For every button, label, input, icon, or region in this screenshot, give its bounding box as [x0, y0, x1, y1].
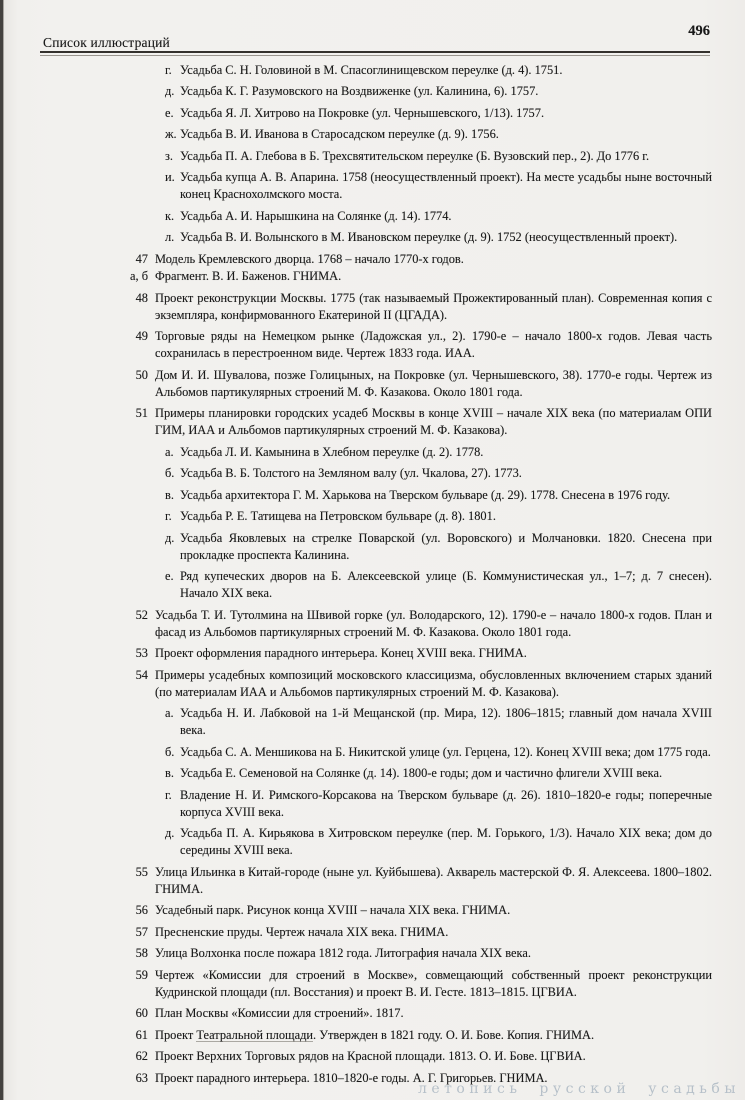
item-label: з.	[165, 148, 173, 163]
item-label: 50	[135, 367, 148, 382]
item-label: 47	[135, 251, 148, 266]
list-item	[43, 645, 712, 662]
underline-artifact: Театральной площади	[196, 1027, 314, 1042]
list-item	[43, 1048, 712, 1065]
item-text: Владение Н. И. Римского-Корсакова на Тверском бульваре (д. 26). 1810–1820-е годы; поперечные корпуса XVIII века.	[180, 787, 712, 819]
list-item	[43, 126, 712, 143]
page-heading: Список иллюстраций	[43, 35, 170, 50]
list-item	[43, 667, 712, 701]
list-item	[43, 825, 712, 859]
list-item	[43, 1027, 712, 1044]
item-text: Усадьба В. И. Волынского в М. Ивановском переулке (д. 9). 1752 (неосуществленный проект).	[180, 230, 678, 244]
item-text: Проект оформления парадного интерьера. Конец XVIII века. ГНИМА.	[155, 646, 527, 660]
list-item	[43, 787, 712, 821]
list-item	[43, 607, 712, 641]
item-label: а.	[165, 706, 174, 720]
scan-edge-shadow	[3, 0, 4, 1100]
item-label: д.	[165, 826, 175, 840]
item-label: е.	[165, 569, 174, 583]
item-text: Усадебный парк. Рисунок конца XVIII – начала XIX века. ГНИМА.	[155, 903, 511, 917]
item-text: Усадьба П. А. Кирьякова в Хитровском переулке (пер. М. Горького, 1/3). Начало XIX века; дом до середины XVIII века.	[180, 826, 712, 857]
list-item	[43, 864, 712, 898]
item-text: Проект реконструкции Москвы. 1775 (так называемый Прожектированный план). Современная копия с экземпляра, конфирмованного Екатериной II (ЦГАДА).	[155, 290, 712, 322]
item-text: Торговые ряды на Немецком рынке (Ладожская ул., 2). 1790-е – начало 1800-х годов. Левая часть сохранилась в перестроенном виде. Чертеж 1833 года. ИАА.	[155, 329, 712, 360]
item-text: Усадьба Р. Е. Татищева на Петровском бульваре (д. 8). 1801.	[180, 509, 496, 523]
item-label: 58	[135, 946, 148, 960]
item-text: Проект Верхних Торговых рядов на Красной площади. 1813. О. И. Бове. ЦГВИА.	[155, 1049, 586, 1063]
illustration-list	[43, 57, 712, 1087]
list-item	[43, 169, 712, 203]
item-label: г.	[165, 509, 172, 523]
item-text: Пресненские пруды. Чертеж начала XIX века. ГНИМА.	[155, 924, 449, 939]
header-rule	[40, 51, 710, 56]
item-text: Примеры планировки городских усадеб Москвы в конце XVIII – начале XIX века (по материалам ОПИ ГИМ, ИАА и Альбомов партикулярных строений М. Ф. Казакова).	[155, 406, 712, 437]
item-label: б.	[165, 744, 175, 759]
item-label: 62	[135, 1049, 148, 1063]
item-label: 57	[135, 924, 148, 939]
list-item	[43, 945, 712, 962]
list-item	[43, 705, 712, 739]
page-number: 496	[688, 23, 710, 39]
item-label: г.	[165, 787, 172, 802]
list-item	[43, 444, 712, 461]
item-label: к.	[165, 208, 175, 223]
item-label: е.	[165, 105, 174, 120]
item-label: а, б	[130, 269, 148, 283]
list-item	[43, 208, 712, 225]
item-label: 48	[135, 290, 148, 305]
item-text: Усадьба П. А. Глебова в Б. Трехсвятительском переулке (Б. Вузовский пер., 2). До 1776 г.	[180, 148, 650, 163]
item-text: Улица Ильинка в Китай-городе (ныне ул. Куйбышева). Акварель мастерской Ф. Я. Алексеева. 1800–1802. ГНИМА.	[155, 864, 712, 896]
list-item	[43, 229, 712, 246]
list-item	[43, 328, 712, 362]
list-item	[43, 967, 712, 1001]
item-text: Чертеж «Комиссии для строений в Москве», совмещающий собственный проект реконструкции Кудринской площади (пл. Восстания) и проект В. И. Гесте. 1813–1815. ЦГВИА.	[155, 967, 712, 999]
item-text: Усадьба Т. И. Тутолмина на Швивой горке (ул. Володарского, 12). 1790-е – начало 1800-х годов. План и фасад из Альбомов партикулярных строений М. Ф. Казакова. Около 1801 года.	[155, 607, 712, 639]
item-label: г.	[165, 62, 172, 77]
item-text: Усадьба А. И. Нарышкина на Солянке (д. 14). 1774.	[180, 208, 452, 223]
item-text: Примеры усадебных композиций московского классицизма, обусловленных включением старых зданий (по материалам ИАА и Альбомов партикулярных строений М. Ф. Казакова).	[155, 667, 712, 699]
item-text: Проект парадного интерьера. 1810–1820-е годы. А. Г. Григорьев. ГНИМА.	[155, 1070, 548, 1085]
item-label: б.	[165, 466, 175, 480]
list-item	[43, 902, 712, 919]
watermark: летопись русской усадьбы	[417, 1081, 740, 1097]
list-item	[43, 765, 712, 782]
item-text: Дом И. И. Шувалова, позже Голицыных, на Покровке (ул. Чернышевского, 38). 1770-е годы. Чертеж из Альбомов партикулярных строений М. Ф. Казакова. Около 1801 года.	[155, 367, 712, 399]
item-text: Усадьба К. Г. Разумовского на Воздвиженке (ул. Калинина, 6). 1757.	[180, 84, 539, 98]
item-text: Усадьба С. А. Меншикова на Б. Никитской улице (ул. Герцена, 12). Конец XVIII века; дом 1775 года.	[180, 744, 711, 759]
item-text: Усадьба купца А. В. Апарина. 1758 (неосуществленный проект). На месте усадьбы ныне восточный конец Краснохолмского моста.	[180, 170, 712, 201]
item-text: Улица Волхонка после пожара 1812 года. Литография начала XIX века.	[155, 946, 531, 960]
list-item	[43, 405, 712, 439]
item-text: Усадьба Я. Л. Хитрово на Покровке (ул. Чернышевского, 1/13). 1757.	[180, 105, 545, 120]
list-item	[43, 530, 712, 564]
item-text: Усадьба Е. Семеновой на Солянке (д. 14). 1800-е годы; дом и частично флигели XVIII века.	[180, 766, 663, 780]
item-text: Усадьба В. Б. Толстого на Земляном валу (ул. Чкалова, 27). 1773.	[180, 466, 522, 480]
item-text: План Москвы «Комиссии для строений». 1817.	[155, 1006, 404, 1020]
list-item	[43, 83, 712, 100]
item-text: Усадьба архитектора Г. М. Харькова на Тверском бульваре (д. 29). 1778. Снесена в 1976 году.	[180, 487, 671, 502]
item-label: л.	[165, 230, 175, 244]
item-text: Усадьба Н. И. Лабковой на 1-й Мещанской (пр. Мира, 12). 1806–1815; главный дом начала XVIII века.	[180, 706, 712, 737]
list-item	[43, 465, 712, 482]
item-label: 55	[135, 864, 148, 879]
item-label: 63	[135, 1070, 148, 1085]
item-label: и.	[165, 170, 175, 184]
item-text: Усадьба С. Н. Головиной в М. Спасоглинищевском переулке (д. 4). 1751.	[180, 62, 563, 77]
item-text: Фрагмент. В. И. Баженов. ГНИМА.	[155, 269, 342, 283]
list-item	[43, 148, 712, 165]
list-item	[43, 744, 712, 761]
list-item	[43, 367, 712, 401]
list-item	[43, 568, 712, 602]
item-label: 54	[135, 667, 148, 682]
list-item	[43, 251, 712, 268]
item-text: Усадьба В. И. Иванова в Старосадском переулке (д. 9). 1756.	[180, 127, 499, 141]
item-label: а.	[165, 444, 174, 459]
item-label: 52	[135, 607, 148, 622]
item-label: 51	[135, 406, 148, 420]
list-item	[43, 924, 712, 941]
item-label: д.	[165, 530, 175, 545]
item-label: в.	[165, 766, 174, 780]
list-item	[43, 508, 712, 525]
list-item	[43, 487, 712, 504]
item-label: 53	[135, 646, 148, 660]
item-label: 61	[135, 1027, 148, 1042]
item-text: Ряд купеческих дворов на Б. Алексеевской улице (Б. Коммунистическая ул., 1–7; д. 7 снесен). Начало XIX века.	[180, 569, 712, 600]
list-item	[43, 62, 712, 79]
list-item	[43, 268, 712, 285]
list-item	[43, 290, 712, 324]
item-label: д.	[165, 84, 175, 98]
item-text: Проект Театральной площади. Утвержден в 1821 году. О. И. Бове. Копия. ГНИМА.	[155, 1027, 595, 1042]
list-item	[43, 105, 712, 122]
item-text: Усадьба Яковлевых на стрелке Поварской (ул. Воровского) и Молчановки. 1820. Снесена при прокладке проспекта Калинина.	[180, 530, 712, 562]
item-text: Модель Кремлевского дворца. 1768 – начало 1770-х годов.	[155, 251, 464, 266]
item-label: ж.	[165, 127, 177, 141]
item-label: 49	[135, 329, 148, 343]
list-item	[43, 1005, 712, 1022]
item-label: 60	[135, 1006, 148, 1020]
item-text: Усадьба Л. И. Камынина в Хлебном переулке (д. 2). 1778.	[180, 444, 484, 459]
item-label: 59	[135, 967, 148, 982]
item-label: в.	[165, 487, 174, 502]
item-label: 56	[135, 903, 148, 917]
